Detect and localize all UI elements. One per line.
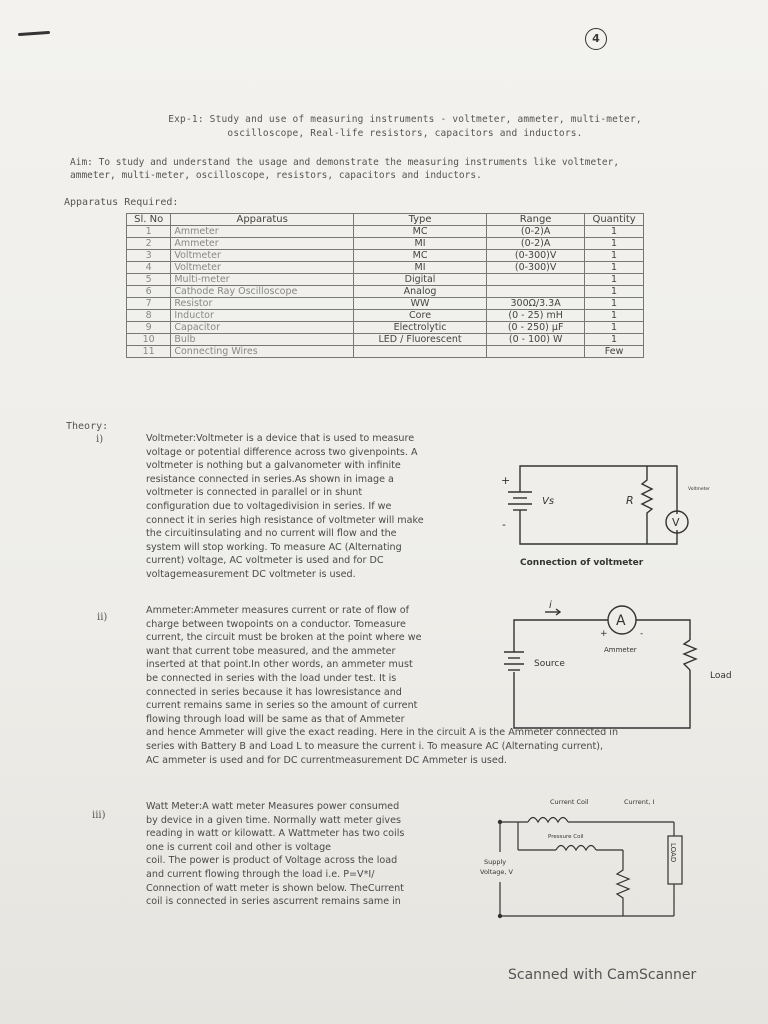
text-line: current, the circuit must be broken at the point where we xyxy=(146,632,422,644)
table-cell: (0 - 100) W xyxy=(487,334,585,346)
table-cell: LED / Fluorescent xyxy=(354,334,487,346)
table-cell: 1 xyxy=(585,274,644,286)
text-line: coil is connected in series ascurrent remains same in xyxy=(146,896,401,908)
table-row xyxy=(127,262,644,274)
text-line: resistance connected in series.As shown in image a xyxy=(146,473,394,485)
item-number: i) xyxy=(96,434,104,445)
ammeter-circuit-diagram xyxy=(500,600,745,735)
table-cell: Ammeter xyxy=(171,238,354,250)
table-row xyxy=(127,274,644,286)
table-cell: 3 xyxy=(127,250,171,262)
table-cell: (0-2)A xyxy=(487,238,585,250)
table-cell: Analog xyxy=(354,286,487,298)
text-line: Ammeter:Ammeter measures current or rate of flow of xyxy=(146,605,409,616)
column-header: Sl. No xyxy=(127,214,171,226)
table-cell: 1 xyxy=(585,334,644,346)
text-line: series with Battery B and Load L to measure the current i. To measure AC (Alternating current), xyxy=(146,740,603,752)
text-line: configuration due to voltagedivision in series. If we xyxy=(146,500,392,512)
text-line: by device in a given time. Normally watt meter gives xyxy=(146,814,401,826)
table-cell: 7 xyxy=(127,298,171,310)
vs-label: Vs xyxy=(542,496,555,507)
text-line: and hence Ammeter will give the exact reading. Here in the circuit A is the Ammeter connected in xyxy=(146,727,619,739)
text-line: and current flowing through the load i.e. P=V*I/ xyxy=(146,868,375,880)
table-cell: 1 xyxy=(585,250,644,262)
page-number: 4 xyxy=(585,28,607,50)
current-i-label: Current, I xyxy=(624,798,655,806)
table-row xyxy=(127,310,644,322)
table-cell: Inductor xyxy=(171,310,354,322)
voltage-label: Voltage, V xyxy=(480,868,513,876)
text-line: be connected in series with the load under test. It is xyxy=(146,672,397,684)
experiment-title xyxy=(105,113,705,141)
apparatus-table xyxy=(126,213,644,358)
text-line: reading in watt or kilowatt. A Wattmeter has two coils xyxy=(146,828,405,840)
text-line: voltage or potential difference across two givenpoints. A xyxy=(146,446,418,458)
wattmeter-paragraph xyxy=(146,800,466,909)
table-cell: (0 - 25) mH xyxy=(487,310,585,322)
text-line: current remains same in series so the amount of current xyxy=(146,700,418,712)
current-coil-label: Current Coil xyxy=(550,798,589,806)
table-row xyxy=(127,238,644,250)
pressure-coil-label: Pressure Coil xyxy=(548,834,584,840)
wattmeter-circuit-diagram xyxy=(478,790,708,925)
meter-letter: A xyxy=(616,613,626,629)
text-line: one is current coil and other is voltage xyxy=(146,841,332,853)
table-cell: 1 xyxy=(585,226,644,238)
text-line: AC ammeter is used and for DC currentmeasurement DC Ammeter is used. xyxy=(146,754,507,766)
table-row xyxy=(127,250,644,262)
pen-mark xyxy=(18,31,50,36)
text-line: inserted at that point.In other words, an ammeter must xyxy=(146,659,413,671)
load-label: Load xyxy=(710,671,732,681)
column-header: Apparatus xyxy=(171,214,354,226)
table-row xyxy=(127,322,644,334)
minus-sign: - xyxy=(640,629,644,639)
supply-label: Supply xyxy=(484,858,507,866)
text-line: system will stop working. To measure AC (Alternating xyxy=(146,541,402,553)
title-line: Exp-1: Study and use of measuring instruments - voltmeter, ammeter, multi-meter, xyxy=(168,114,642,125)
table-cell: (0-300)V xyxy=(487,262,585,274)
table-cell: Digital xyxy=(354,274,487,286)
current-label: i xyxy=(549,600,552,611)
table-cell: WW xyxy=(354,298,487,310)
aim-paragraph xyxy=(70,156,710,182)
table-cell: Few xyxy=(585,346,644,358)
load-label: LOAD xyxy=(669,843,677,863)
table-cell: MC xyxy=(354,250,487,262)
title-line: oscilloscope, Real-life resistors, capacitors and inductors. xyxy=(227,128,583,139)
plus-sign: + xyxy=(600,629,608,639)
table-cell: Electrolytic xyxy=(354,322,487,334)
table-cell: MI xyxy=(354,238,487,250)
table-cell: 11 xyxy=(127,346,171,358)
table-header-row xyxy=(127,214,644,226)
table-cell: 1 xyxy=(585,322,644,334)
table-cell: 1 xyxy=(585,238,644,250)
voltmeter-paragraph xyxy=(146,432,486,582)
table-cell: Resistor xyxy=(171,298,354,310)
voltmeter-circuit-diagram xyxy=(492,452,722,572)
table-cell: Bulb xyxy=(171,334,354,346)
table-cell: 9 xyxy=(127,322,171,334)
ammeter-caption: Ammeter xyxy=(604,646,637,654)
figure-caption: Connection of voltmeter xyxy=(520,558,644,568)
column-header: Quantity xyxy=(585,214,644,226)
table-cell: MC xyxy=(354,226,487,238)
theory-heading: Theory: xyxy=(66,421,109,432)
table-cell: 6 xyxy=(127,286,171,298)
table-cell: (0 - 250) μF xyxy=(487,322,585,334)
text-line: voltmeter is connected in parallel or in shunt xyxy=(146,487,363,499)
table-cell: 1 xyxy=(585,310,644,322)
meter-letter: V xyxy=(672,516,680,529)
item-number: ii) xyxy=(97,612,108,623)
text-line: Voltmeter:Voltmeter is a device that is used to measure xyxy=(146,433,415,444)
table-cell: 5 xyxy=(127,274,171,286)
voltmeter-small-label: Voltmeter xyxy=(688,487,711,492)
aim-line: Aim: To study and understand the usage and demonstrate the measuring instruments like voltmeter, xyxy=(70,157,620,168)
column-header: Range xyxy=(487,214,585,226)
table-cell xyxy=(487,274,585,286)
table-cell: 300Ω/3.3A xyxy=(487,298,585,310)
table-cell: Ammeter xyxy=(171,226,354,238)
table-cell: 1 xyxy=(127,226,171,238)
table-cell: Voltmeter xyxy=(171,250,354,262)
text-line: voltagemeasurement DC voltmeter is used. xyxy=(146,568,356,580)
r-label: R xyxy=(626,494,634,507)
table-row xyxy=(127,286,644,298)
table-cell: Multi-meter xyxy=(171,274,354,286)
table-cell: 1 xyxy=(585,298,644,310)
table-cell xyxy=(354,346,487,358)
table-cell: MI xyxy=(354,262,487,274)
column-header: Type xyxy=(354,214,487,226)
table-row xyxy=(127,298,644,310)
text-line: charge between twopoints on a conductor. Tomeasure xyxy=(146,618,406,630)
aim-line: ammeter, multi-meter, oscilloscope, resistors, capacitors and inductors. xyxy=(70,170,482,181)
table-cell xyxy=(487,286,585,298)
plus-sign: + xyxy=(501,474,511,487)
table-cell: 1 xyxy=(585,262,644,274)
scanner-watermark: Scanned with CamScanner xyxy=(508,967,697,983)
table-cell: 4 xyxy=(127,262,171,274)
table-cell: 8 xyxy=(127,310,171,322)
text-line: the circuitinsulating and no current will flow and the xyxy=(146,528,397,540)
table-cell: Capacitor xyxy=(171,322,354,334)
table-cell: Connecting Wires xyxy=(171,346,354,358)
text-line: flowing through load will be same as that of Ammeter xyxy=(146,713,405,725)
table-cell: (0-2)A xyxy=(487,226,585,238)
text-line: Connection of watt meter is shown below. TheCurrent xyxy=(146,882,404,894)
table-cell: 10 xyxy=(127,334,171,346)
text-line: want that current tobe measured, and the ammeter xyxy=(146,645,396,657)
minus-sign: - xyxy=(502,518,506,531)
text-line: coil. The power is product of Voltage across the load xyxy=(146,855,398,867)
table-cell: Voltmeter xyxy=(171,262,354,274)
text-line: connect it in series high resistance of voltmeter will make xyxy=(146,514,424,526)
text-line: voltmeter is nothing but a galvanometer with infinite xyxy=(146,460,401,472)
item-number: iii) xyxy=(92,810,106,821)
source-label: Source xyxy=(534,659,565,669)
table-cell: (0-300)V xyxy=(487,250,585,262)
table-cell xyxy=(487,346,585,358)
table-cell: Core xyxy=(354,310,487,322)
table-row xyxy=(127,226,644,238)
table-cell: 2 xyxy=(127,238,171,250)
table-row xyxy=(127,346,644,358)
table-row xyxy=(127,334,644,346)
text-line: Watt Meter:A watt meter Measures power consumed xyxy=(146,801,400,812)
text-line: connected in series because it has lowresistance and xyxy=(146,686,402,698)
text-line: current) voltage, AC voltmeter is used and for DC xyxy=(146,555,384,567)
table-cell: 1 xyxy=(585,286,644,298)
table-cell: Cathode Ray Oscilloscope xyxy=(171,286,354,298)
apparatus-heading: Apparatus Required: xyxy=(64,197,179,208)
